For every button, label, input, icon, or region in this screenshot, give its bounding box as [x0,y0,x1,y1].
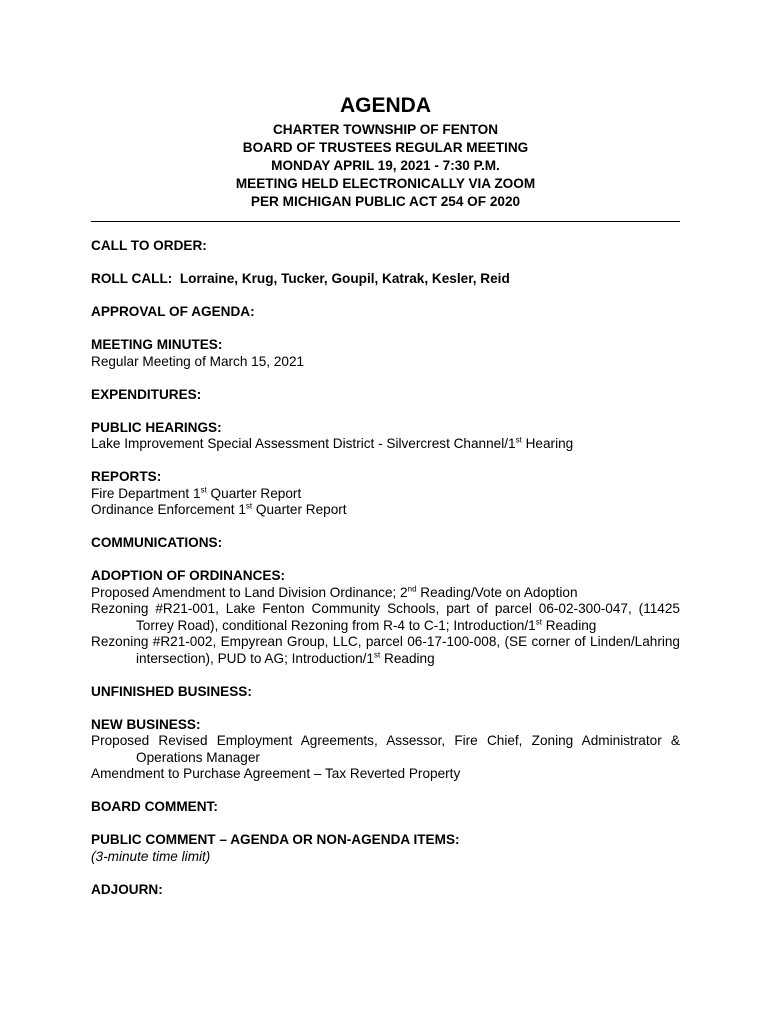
heading-new-business: NEW BUSINESS: [91,716,201,732]
section-ordinances [91,568,680,667]
ordinance-item-rezoning-002: Rezoning #R21-002, Empyrean Group, LLC, parcel 06-17-100-008, (SE corner of Linden/Lahring intersection), PUD to AG; Introduction/1st Reading [91,634,680,666]
section-unfinished-business [91,684,680,701]
section-communications [91,535,680,552]
heading-expenditures: EXPENDITURES: [91,386,202,402]
hearing-item: Lake Improvement Special Assessment District - Silvercrest Channel/1st Hearing [91,435,574,451]
heading-unfinished-business: UNFINISHED BUSINESS: [91,683,252,699]
new-business-item-agreements: Proposed Revised Employment Agreements, Assessor, Fire Chief, Zoning Administrator & Operations Manager [91,733,680,765]
section-approval [91,304,680,321]
heading-public-hearings: PUBLIC HEARINGS: [91,419,222,435]
header-line-act: PER MICHIGAN PUBLIC ACT 254 OF 2020 [250,194,521,209]
section-public-comment [91,832,680,865]
minutes-item: Regular Meeting of March 15, 2021 [91,353,305,369]
roll-call-names: Lorraine, Krug, Tucker, Goupil, Katrak, Kesler, Reid [179,271,510,286]
agenda-document [91,92,680,898]
section-minutes [91,337,680,370]
ordinance-item-rezoning-001: Rezoning #R21-001, Lake Fenton Community Schools, part of parcel 06-02-300-047, (11425 Torrey Road), conditional Rezoning from R-4 to C-1; Introduction/1st Reading [91,601,680,633]
section-new-business [91,717,680,783]
agenda-header-block [91,121,680,211]
heading-communications: COMMUNICATIONS: [91,535,223,550]
section-reports [91,469,680,519]
new-business-item-purchase: Amendment to Purchase Agreement – Tax Reverted Property [91,766,461,781]
heading-call-to-order: CALL TO ORDER: [91,238,207,253]
heading-public-comment: PUBLIC COMMENT – AGENDA OR NON-AGENDA ITEMS: [91,832,460,847]
public-comment-time-limit: (3-minute time limit) [91,848,211,864]
heading-reports: REPORTS: [91,469,162,484]
agenda-title: AGENDA [339,94,431,117]
section-call-to-order [91,238,680,255]
heading-minutes: MEETING MINUTES: [91,337,223,352]
heading-roll-call: ROLL CALL: [91,271,173,286]
section-roll-call [91,271,680,288]
heading-ordinances: ADOPTION OF ORDINANCES: [91,568,286,583]
section-expenditures [91,387,680,404]
section-public-hearings [91,420,680,453]
ordinance-item-land-division: Proposed Amendment to Land Division Ordinance; 2nd Reading/Vote on Adoption [91,583,578,600]
heading-adjourn: ADJOURN: [91,881,163,897]
section-adjourn [91,882,680,899]
header-line-board: BOARD OF TRUSTEES REGULAR MEETING [242,140,529,155]
heading-approval: APPROVAL OF AGENDA: [91,304,255,319]
header-divider [91,221,680,222]
header-line-zoom: MEETING HELD ELECTRONICALLY VIA ZOOM [235,176,536,191]
report-item-fire: Fire Department 1st Quarter Report [91,484,302,501]
heading-board-comment: BOARD COMMENT: [91,799,218,814]
section-board-comment [91,799,680,816]
header-line-date: MONDAY APRIL 19, 2021 - 7:30 P.M. [271,158,500,173]
header-line-township: CHARTER TOWNSHIP OF FENTON [272,122,499,137]
report-item-ordinance: Ordinance Enforcement 1st Quarter Report [91,501,347,517]
